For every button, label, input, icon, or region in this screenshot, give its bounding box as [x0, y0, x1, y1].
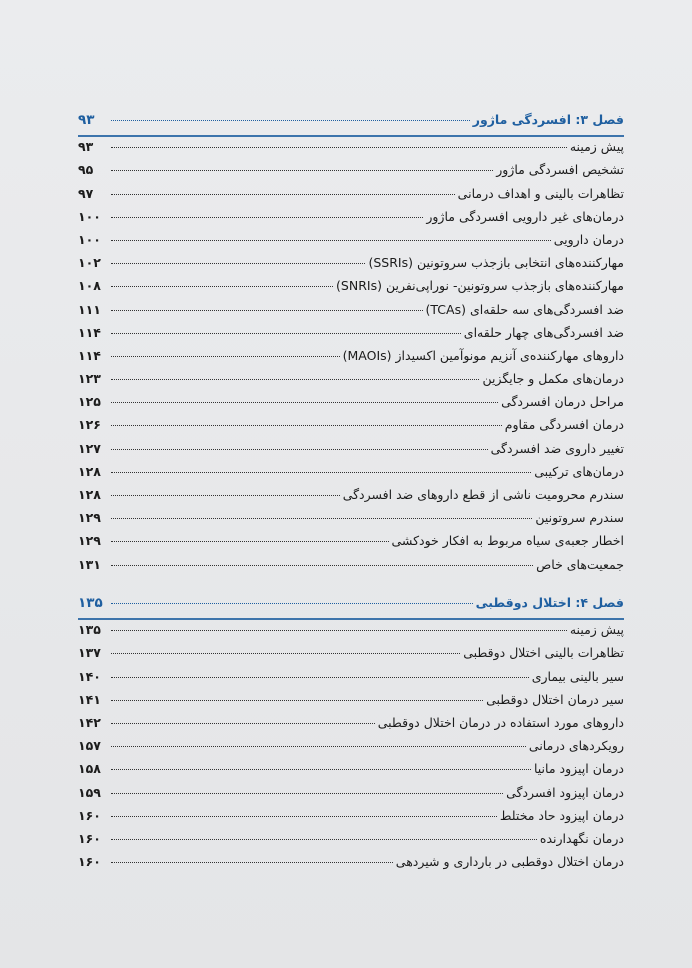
toc-entry[interactable] [78, 487, 624, 510]
dot-leader [111, 723, 375, 724]
chapter-title: فصل ۳: افسردگی ماژور [472, 112, 624, 127]
entry-title: ضد افسردگی‌های سه حلقه‌ای (TCAs) [425, 301, 624, 317]
entry-page-number: ۱۴۲ [78, 714, 101, 730]
entry-page-number: ۱۰۸ [78, 278, 101, 294]
entry-title: تظاهرات بالینی و اهداف درمانی [457, 185, 624, 201]
entry-page-number: ۹۳ [78, 139, 94, 155]
entry-title: مهارکننده‌های بازجذب سروتونین- نوراپی‌نفرین (SNRIs) [336, 278, 624, 294]
dot-leader [111, 746, 526, 747]
chapter-heading[interactable] [78, 112, 624, 135]
entry-page-number: ۱۲۳ [78, 371, 101, 387]
entry-page-number: ۱۱۱ [78, 301, 101, 317]
entry-title: درمان افسردگی مقاوم [504, 417, 624, 433]
dot-leader [111, 541, 389, 542]
dot-leader [111, 839, 537, 840]
dot-leader [111, 402, 498, 403]
entry-page-number: ۱۱۴ [78, 347, 101, 363]
chapter-3-section [78, 112, 624, 580]
entry-title: داروهای مهارکننده‌ی آنزیم مونوآمین اکسیداز (MAOIs) [342, 347, 624, 363]
dot-leader [111, 653, 460, 654]
entry-title: جمعیت‌های خاص [536, 556, 624, 572]
dot-leader [111, 565, 533, 566]
dot-leader [111, 356, 340, 357]
entry-title: درمان دارویی [553, 231, 624, 247]
entry-list [78, 139, 624, 580]
entry-title: پیش زمینه [569, 139, 624, 155]
entry-page-number: ۱۲۷ [78, 440, 101, 456]
toc-entry[interactable] [78, 325, 624, 348]
entry-page-number: ۱۱۴ [78, 324, 101, 340]
toc-entry[interactable] [78, 209, 624, 232]
entry-title: درمان اپیزود مانیا [533, 761, 624, 777]
dot-leader [111, 816, 497, 817]
entry-title: درمان اپیزود حاد مختلط [499, 807, 624, 823]
entry-title: درمان اختلال دوقطبی در بارداری و شیردهی [395, 854, 624, 870]
dot-leader [111, 310, 423, 311]
dot-leader [111, 472, 531, 473]
entry-title: درمان اپیزود افسردگی [506, 784, 624, 800]
toc-entry[interactable] [78, 441, 624, 464]
chapter-rule [78, 618, 624, 620]
toc-entry[interactable] [78, 854, 624, 877]
dot-leader [111, 286, 333, 287]
toc-entry[interactable] [78, 533, 624, 556]
chapter-page-number: ۱۳۵ [78, 595, 103, 611]
dot-leader [111, 120, 470, 121]
toc-entry[interactable] [78, 738, 624, 761]
dot-leader [111, 603, 473, 604]
entry-list [78, 622, 624, 877]
toc-entry[interactable] [78, 692, 624, 715]
toc-entry[interactable] [78, 669, 624, 692]
entry-page-number: ۱۰۰ [78, 208, 101, 224]
toc-entry[interactable] [78, 645, 624, 668]
chapter-4-section [78, 595, 624, 877]
entry-page-number: ۱۰۰ [78, 231, 101, 247]
toc-entry[interactable] [78, 302, 624, 325]
toc-entry[interactable] [78, 464, 624, 487]
entry-page-number: ۱۴۰ [78, 668, 101, 684]
entry-title: سیر بالینی بیماری [531, 668, 624, 684]
entry-title: داروهای مورد استفاده در درمان اختلال دوقطبی [377, 714, 624, 730]
dot-leader [111, 769, 531, 770]
entry-page-number: ۱۳۱ [78, 556, 101, 572]
entry-title: سیر درمان اختلال دوقطبی [486, 691, 624, 707]
entry-title: سندرم سروتونین [535, 510, 624, 526]
dot-leader [111, 194, 455, 195]
entry-page-number: ۱۲۸ [78, 463, 101, 479]
dot-leader [111, 793, 503, 794]
dot-leader [111, 147, 567, 148]
toc-entry[interactable] [78, 278, 624, 301]
dot-leader [111, 700, 483, 701]
toc-entry[interactable] [78, 255, 624, 278]
entry-title: درمان نگهدارنده [539, 830, 624, 846]
entry-page-number: ۹۵ [78, 162, 94, 178]
dot-leader [111, 630, 567, 631]
toc-entry[interactable] [78, 348, 624, 371]
dot-leader [111, 449, 488, 450]
dot-leader [111, 518, 532, 519]
dot-leader [111, 379, 479, 380]
entry-title: مراحل درمان افسردگی [501, 394, 624, 410]
dot-leader [111, 217, 423, 218]
toc-entry[interactable] [78, 622, 624, 645]
dot-leader [111, 495, 340, 496]
dot-leader [111, 263, 365, 264]
dot-leader [111, 677, 529, 678]
toc-entry[interactable] [78, 394, 624, 417]
entry-title: درمان‌های مکمل و جایگزین [482, 371, 624, 387]
dot-leader [111, 170, 493, 171]
entry-page-number: ۱۶۰ [78, 807, 101, 823]
toc-entry[interactable] [78, 417, 624, 440]
toc-entry[interactable] [78, 510, 624, 533]
chapter-rule [78, 135, 624, 137]
entry-page-number: ۱۳۷ [78, 645, 101, 661]
toc-entry[interactable] [78, 371, 624, 394]
chapter-page-number: ۹۳ [78, 112, 95, 128]
dot-leader [111, 862, 393, 863]
toc-entry[interactable] [78, 831, 624, 854]
entry-title: تشخیص افسردگی ماژور [496, 162, 624, 178]
entry-page-number: ۱۲۸ [78, 487, 101, 502]
entry-page-number: ۱۴۱ [78, 691, 101, 707]
entry-title: درمان‌های غیر دارویی افسردگی ماژور [426, 208, 624, 224]
entry-page-number: ۱۳۵ [78, 622, 101, 638]
toc-entry[interactable] [78, 232, 624, 255]
entry-title: ضد افسردگی‌های چهار حلقه‌ای [463, 324, 624, 340]
toc-entry[interactable] [78, 162, 624, 185]
entry-page-number: ۱۶۰ [78, 830, 101, 846]
toc-entry[interactable] [78, 715, 624, 738]
toc-entry[interactable] [78, 557, 624, 580]
entry-page-number: ۱۲۶ [78, 417, 101, 433]
entry-page-number: ۹۷ [78, 185, 94, 201]
toc-entry[interactable] [78, 761, 624, 784]
entry-page-number: ۱۰۲ [78, 255, 101, 271]
entry-page-number: ۱۲۹ [78, 510, 101, 526]
entry-title: اخطار جعبه‌ی سیاه مربوط به افکار خودکشی [391, 533, 624, 549]
dot-leader [111, 425, 502, 426]
entry-title: درمان‌های ترکیبی [534, 463, 624, 479]
entry-title: مهارکننده‌های انتخابی بازجذب سروتونین (SSRIs) [368, 255, 624, 271]
entry-title: تغییر داروی ضد افسردگی [490, 440, 624, 456]
toc-entry[interactable] [78, 139, 624, 162]
entry-page-number: ۱۵۷ [78, 738, 101, 754]
entry-title: سندرم محرومیت ناشی از قطع داروهای ضد افسردگی [342, 487, 624, 502]
entry-page-number: ۱۲۹ [78, 533, 101, 549]
toc-entry[interactable] [78, 785, 624, 808]
dot-leader [111, 240, 551, 241]
entry-page-number: ۱۶۰ [78, 854, 101, 870]
dot-leader [111, 333, 461, 334]
entry-title: تظاهرات بالینی اختلال دوقطبی [463, 645, 624, 661]
entry-page-number: ۱۲۵ [78, 394, 101, 410]
entry-page-number: ۱۵۸ [78, 761, 101, 777]
toc-entry[interactable] [78, 808, 624, 831]
chapter-title: فصل ۴: اختلال دوقطبی [475, 595, 624, 610]
entry-title: رویکردهای درمانی [528, 738, 624, 754]
entry-page-number: ۱۵۹ [78, 784, 101, 800]
entry-title: پیش زمینه [569, 622, 624, 638]
chapter-heading[interactable] [78, 595, 624, 618]
toc-entry[interactable] [78, 186, 624, 209]
